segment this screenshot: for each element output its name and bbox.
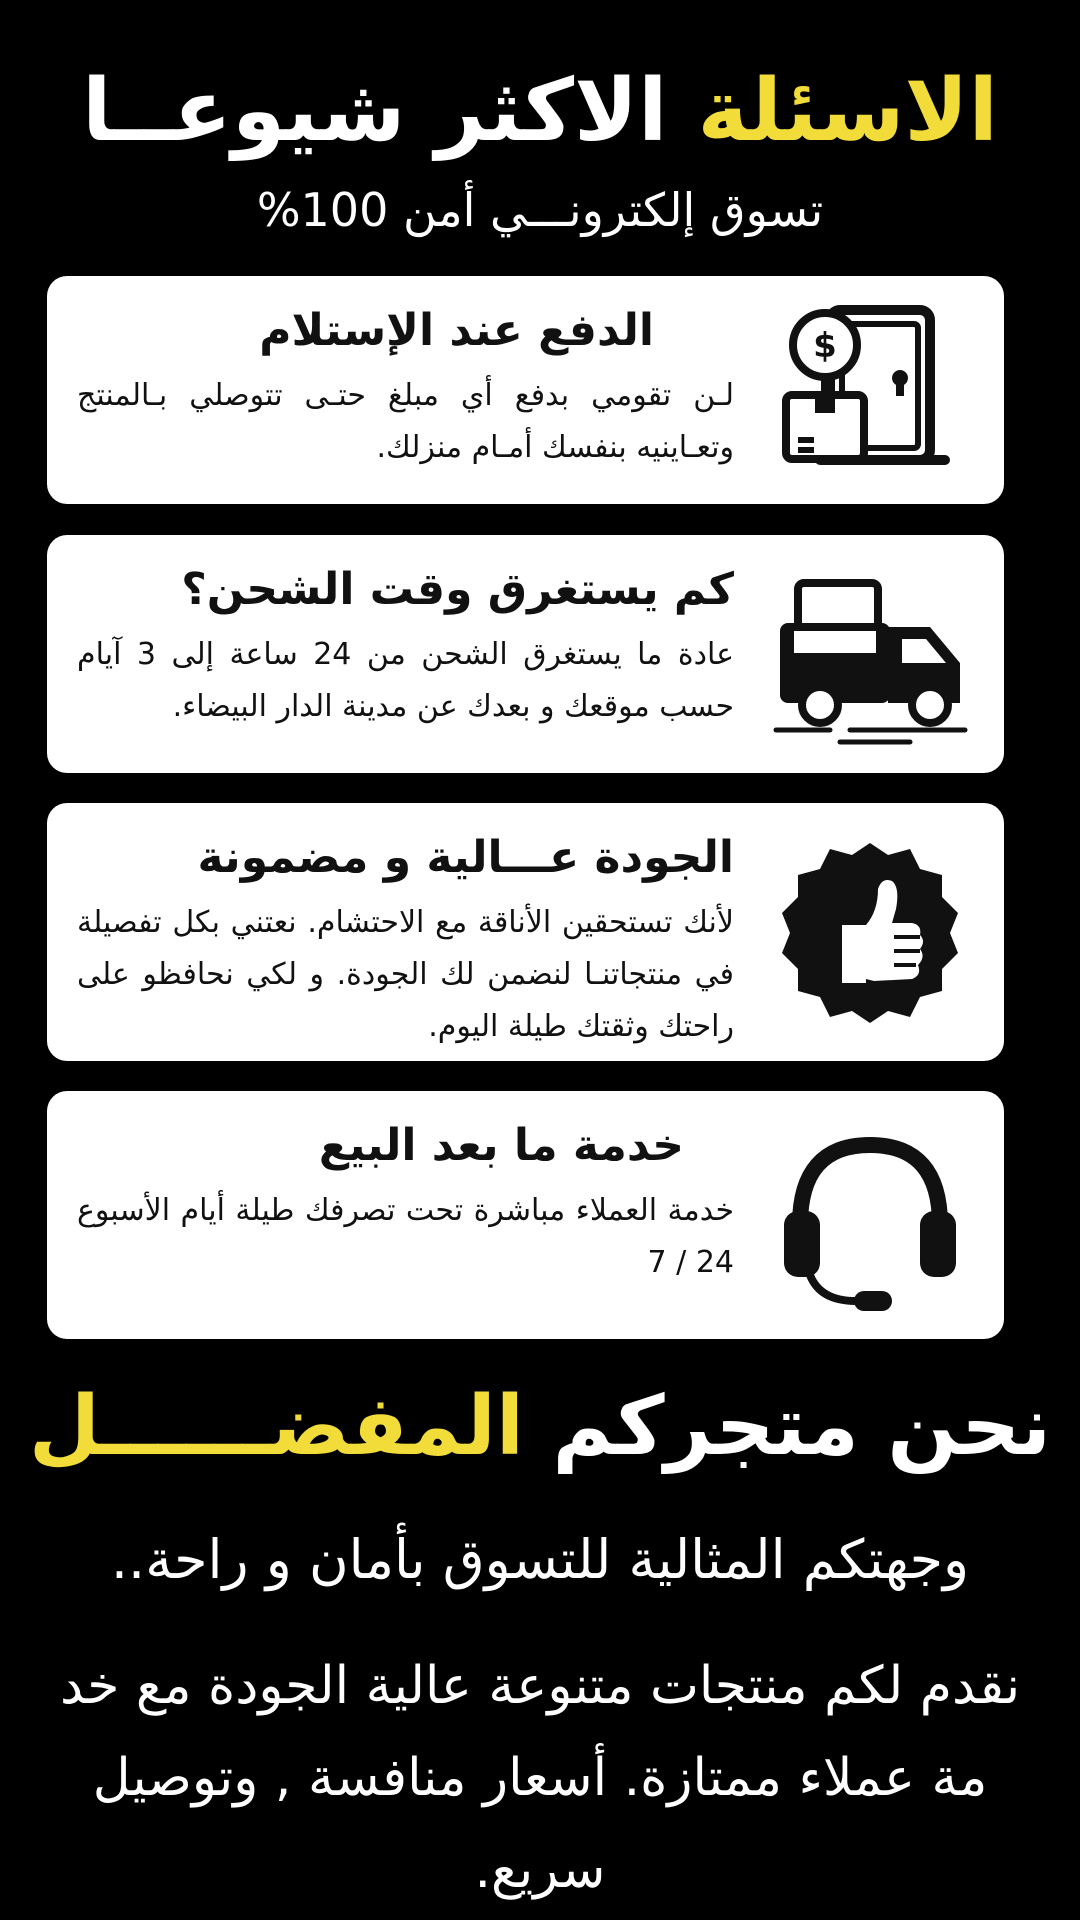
card-title: خدمة ما بعد البيع	[318, 1120, 684, 1171]
store-pitch: نقدم لكم منتجات متنوعة عالية الجودة مع خد مة عملاء ممتازة. أسعار منافسة , وتوصيل سريع.	[59, 1656, 1021, 1900]
card-title: الدفع عند الإستلام	[259, 305, 654, 356]
store-slogan	[0, 1372, 1080, 1482]
store-tagline: وجهتكم المثالية للتسوق بأمان و راحة..	[110, 1528, 970, 1591]
delivery-truck-icon	[770, 555, 970, 755]
card-text	[77, 302, 734, 474]
faq-card-after-sales	[47, 1091, 1004, 1339]
faq-card-cash-on-delivery	[47, 276, 1004, 504]
card-title: الجودة عـــالية و مضمونة	[197, 832, 734, 883]
thumbs-up-badge-icon	[770, 833, 970, 1033]
card-text	[77, 829, 734, 1053]
card-body: لأنك تستحقين الأناقة مع الاحتشام. نعتني بكل تفصيلة في منتجاتنـا لنضمن لك الجودة. و لكي نحافظو على راحتك وثقتك طيلة اليوم.	[77, 905, 734, 1044]
title-rest: الاكثر شيوعــا	[82, 61, 668, 161]
faq-card-quality	[47, 803, 1004, 1061]
card-text	[77, 1117, 734, 1289]
card-title: كم يستغرق وقت الشحن؟	[181, 564, 734, 615]
page-title	[0, 56, 1080, 166]
page-subtitle: تسوق إلكترونـــي أمن 100%	[256, 183, 824, 237]
headset-icon	[770, 1115, 970, 1315]
slogan-accent: المفضــــــل	[28, 1379, 524, 1474]
title-accent: الاسئلة	[697, 61, 998, 161]
card-body: خدمة العملاء مباشرة تحت تصرفك طيلة أيام الأسبوع 24 / 7	[77, 1193, 734, 1280]
card-body: لـن تقومي بدفع أي مبلغ حتـى تتوصلي بـالمنتج وتعـاينيه بنفسك أمـام منزلك.	[77, 378, 734, 465]
card-text	[77, 561, 734, 733]
faq-card-shipping-time	[47, 535, 1004, 773]
card-body: عادة ما يستغرق الشحن من 24 ساعة إلى 3 آيام حسب موقعك و بعدك عن مدينة الدار البيضاء.	[77, 637, 734, 724]
svg-text:$: $	[813, 326, 837, 366]
cash-on-delivery-icon	[770, 290, 970, 490]
slogan-white: نحن متجركم	[552, 1379, 1052, 1474]
